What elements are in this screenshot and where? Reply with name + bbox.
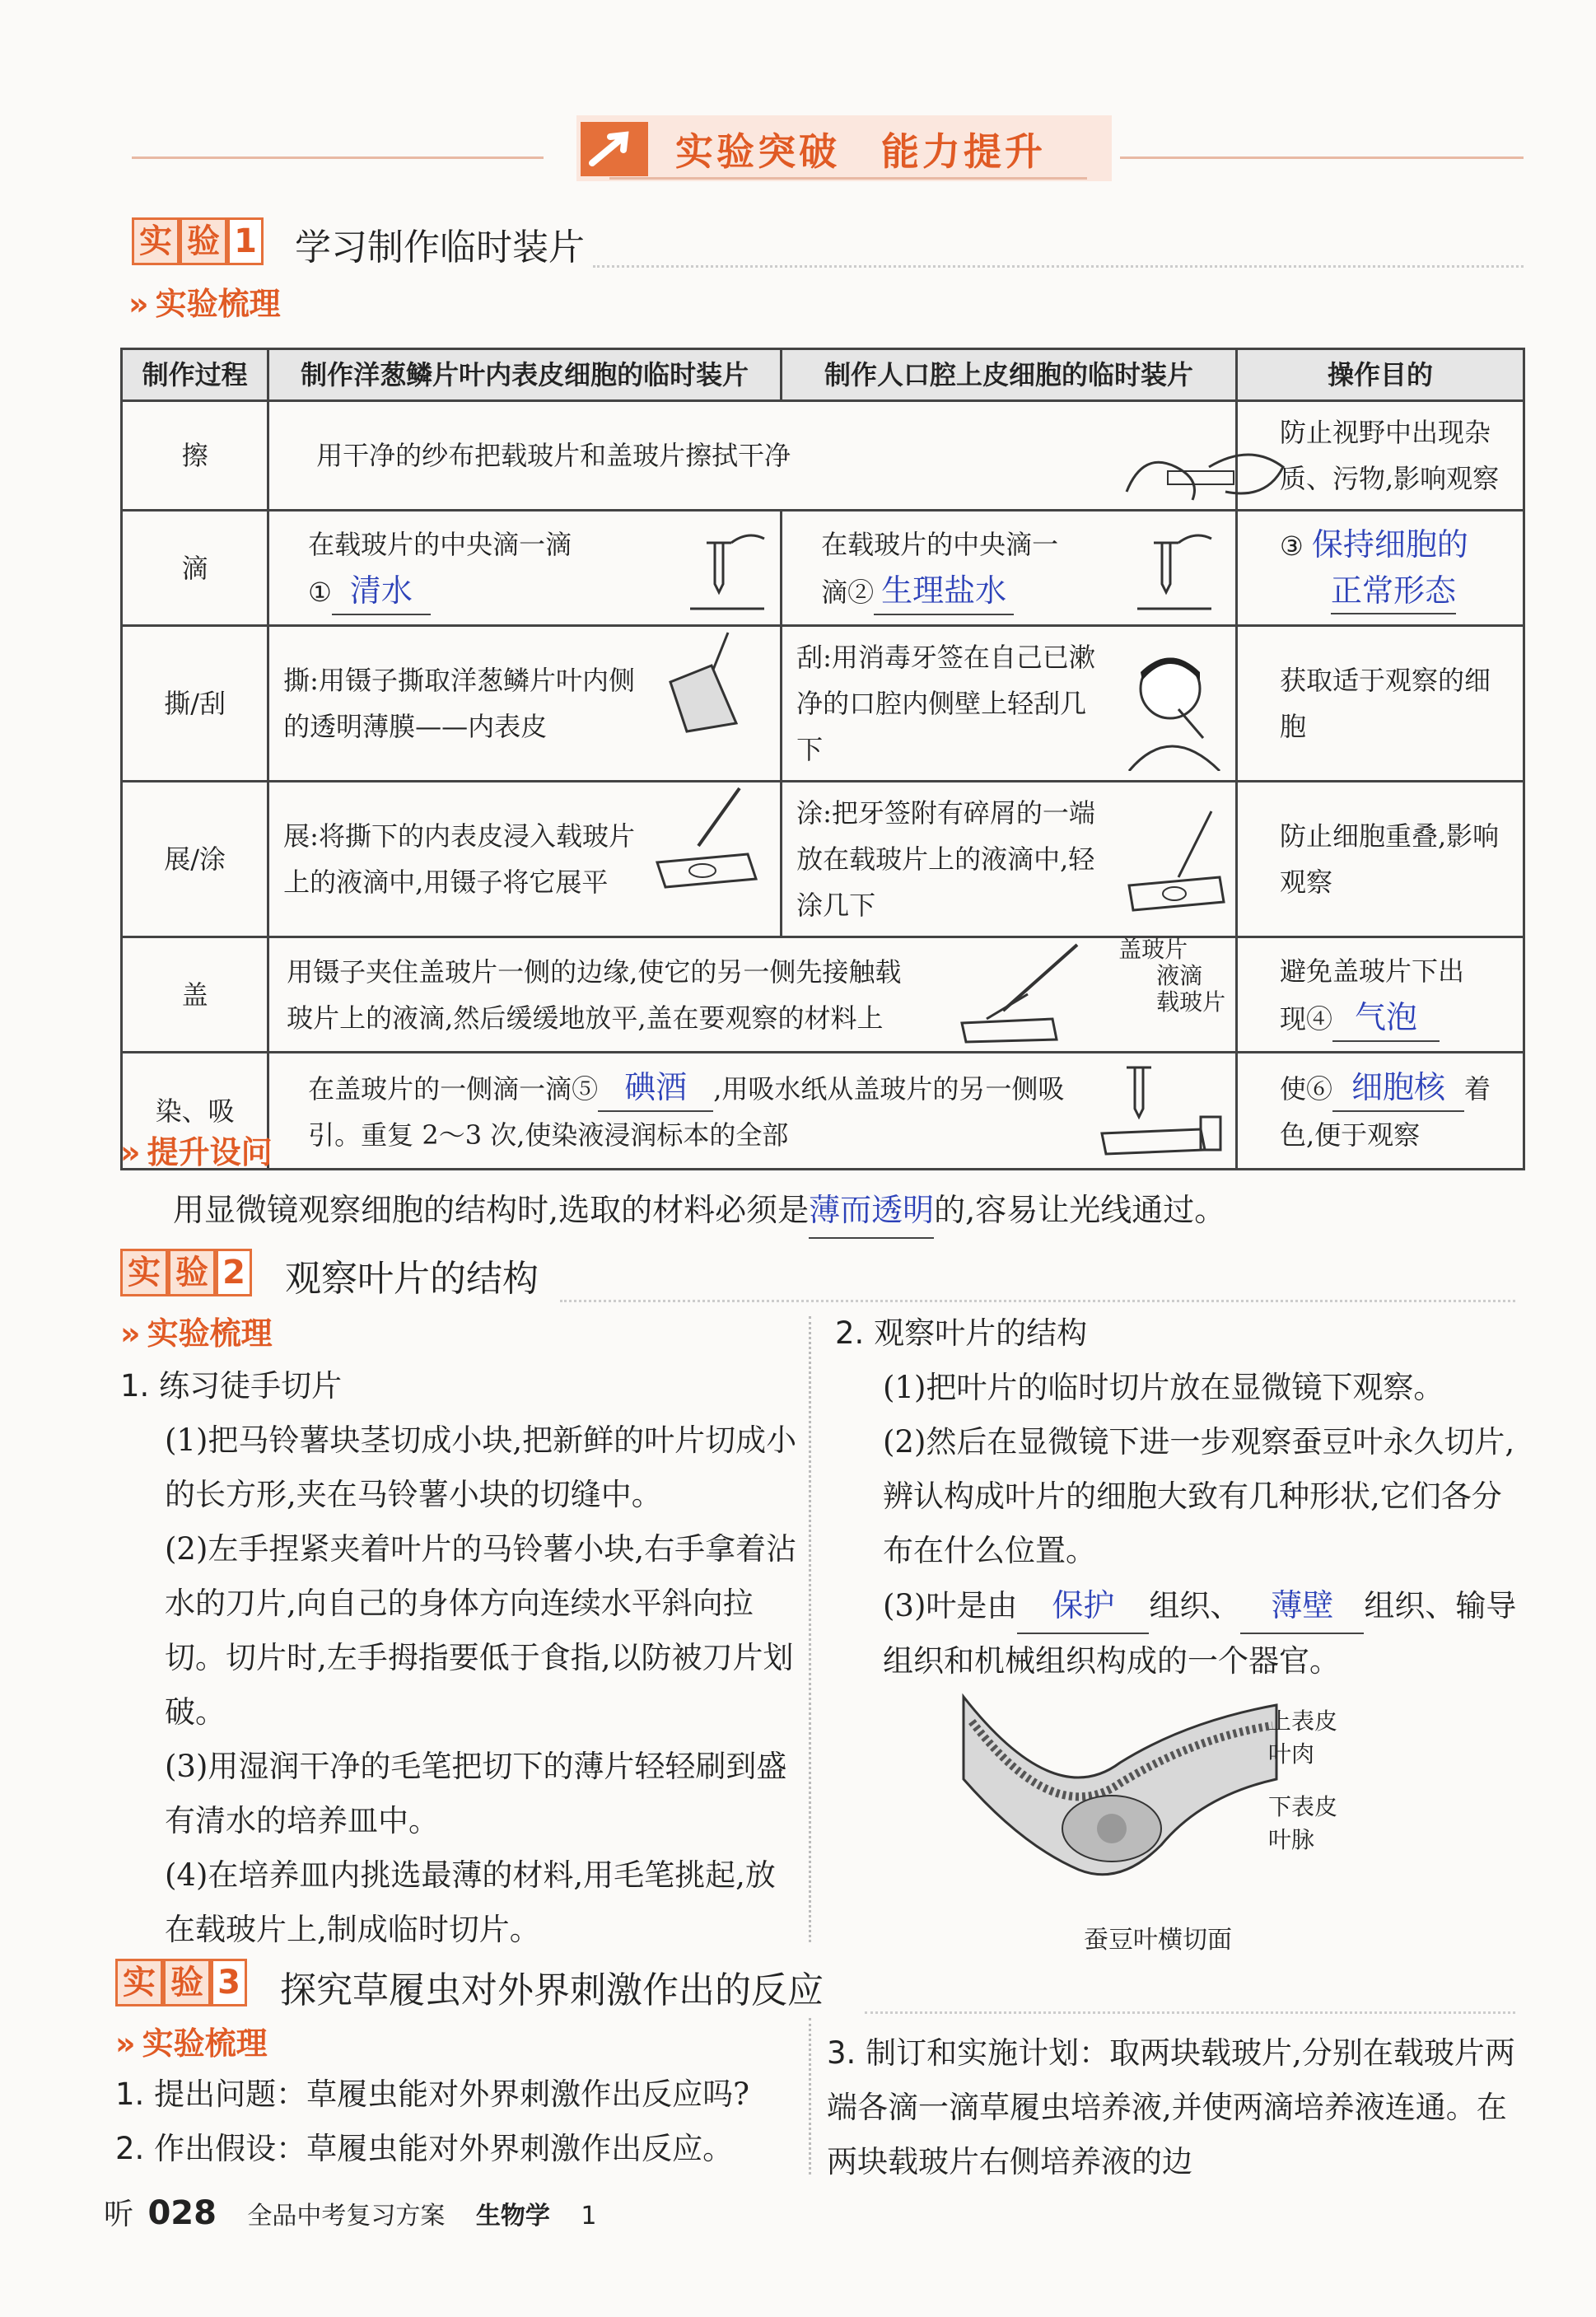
exp1-tag: 实 验 1 [132, 217, 264, 265]
header-rule-right [1120, 156, 1524, 159]
purpose-cell: 使⑥ 细胞核 着色,便于观察 [1236, 1053, 1524, 1170]
exp1-table [120, 348, 1525, 1170]
label-mesophyll: 叶肉 [1268, 1740, 1315, 1768]
exp1-subhead-2: » 提升设问 [120, 1134, 273, 1170]
exp2-subhead-1: » 实验梳理 [120, 1315, 273, 1352]
stain-absorb-illustration [1094, 1059, 1225, 1158]
col-header: 制作过程 [122, 349, 268, 401]
answer-6: 细胞核 [1332, 1064, 1464, 1112]
exp1-title: 学习制作临时装片 [295, 227, 585, 269]
label-lower-epidermis: 下表皮 [1268, 1793, 1338, 1820]
exp2-step2-p2: (2)然后在显微镜下进一步观察蚕豆叶永久切片,辨认构成叶片的细胞大致有几种形状,它们各分布在什么位置。 [883, 1424, 1515, 1568]
tweezer-peel-illustration [654, 624, 753, 740]
step-cell: 擦 [122, 401, 268, 511]
exp2-tag: 实 验 2 [120, 1249, 252, 1296]
person-scraping-illustration [1121, 647, 1228, 771]
purpose-cell: 获取适于观察的细胞 [1236, 626, 1524, 782]
step-cell: 盖 [122, 937, 268, 1053]
tweezer-spread-illustration [649, 780, 764, 895]
table-row [122, 1053, 1524, 1170]
label-vein: 叶脉 [1268, 1826, 1315, 1853]
answer-1: 清水 [332, 568, 431, 615]
leaf-cross-section-drawing [955, 1689, 1285, 1894]
exp2-right-column [835, 1306, 1519, 1689]
answer-8: 保护 [1017, 1578, 1149, 1634]
peel-onion-cell: 撕:用镊子撕取洋葱鳞片叶内侧的透明薄膜——内表皮 [268, 626, 782, 782]
drip-cheek-cell: 在载玻片的中央滴一 滴② 生理盐水 [782, 511, 1237, 626]
table-row [122, 511, 1524, 626]
table-row [122, 937, 1524, 1053]
toothpick-smear-illustration [1121, 803, 1228, 918]
header-rule-left [132, 156, 544, 159]
arrow-icon [581, 122, 648, 176]
exp2-step2-heading: 2. 观察叶片的结构 [835, 1315, 1088, 1351]
subject: 生物学 [475, 2202, 550, 2231]
step-cell: 滴 [122, 511, 268, 626]
leaf-cross-section-figure [955, 1689, 1384, 1894]
exp2-step2-p3: (3)叶是由 保护 组织、 薄壁 组织、输导组织和机械组织构成的一个器官。 [835, 1578, 1519, 1689]
column-divider [809, 2018, 811, 2175]
book-title: 全品中考复习方案 [247, 2202, 446, 2231]
page-footer [104, 2191, 596, 2233]
step-cell: 染、吸 [122, 1053, 268, 1170]
table-row [122, 401, 1524, 511]
leaf-labels [1268, 1705, 1337, 1857]
exp3-step1-heading: 1. 提出问题： [115, 2076, 307, 2112]
column-divider [809, 1316, 811, 1942]
exp3-step2-heading: 2. 作出假设： [115, 2131, 307, 2166]
footer-mark: 1 [581, 2202, 597, 2231]
table-header-row [122, 349, 1524, 401]
cover-cell: 用镊子夹住盖玻片一侧的边缘,使它的另一侧先接触载玻片上的液滴,然后缓缓地放平,盖在要观察的材料上 盖玻片 液滴 载玻片 [268, 937, 1237, 1053]
exp3-step3-text: 取两块载玻片,分别在载玻片两端各滴一滴草履虫培养液,并使两滴培养液连通。在两块载玻片右侧培养液的边 [827, 2035, 1515, 2179]
col-header: 制作人口腔上皮细胞的临时装片 [782, 349, 1237, 401]
exp1-subhead-1: » 实验梳理 [128, 286, 281, 322]
answer-5: 碘酒 [598, 1064, 713, 1112]
purpose-cell: ③ 保持细胞的 正常形态 [1236, 511, 1524, 626]
exp2-step1-p1: (1)把马铃薯块茎切成小块,把新鲜的叶片切成小的长方形,夹在马铃薯小块的切缝中。 [165, 1422, 797, 1512]
dropper-illustration [1129, 526, 1220, 617]
label-slide: 载玻片 [1156, 988, 1226, 1016]
exp3-right-column [827, 2026, 1515, 2189]
footer-prefix: 听 [104, 2198, 134, 2231]
table-row [122, 626, 1524, 782]
purpose-cell: 防止视野中出现杂质、污物,影响观察 [1236, 401, 1524, 511]
purpose-cell: 防止细胞重叠,影响观察 [1236, 782, 1524, 937]
exp2-step2-p1: (1)把叶片的临时切片放在显微镜下观察。 [883, 1370, 1444, 1405]
smear-cheek-cell: 涂:把牙签附有碎屑的一端放在载玻片上的液滴中,轻涂几下 [782, 782, 1237, 937]
exp3-step2-text: 草履虫能对外界刺激作出反应。 [306, 2131, 734, 2166]
exp3-title: 探究草履虫对外界刺激作出的反应 [280, 1969, 824, 2011]
coverslip-drawing [954, 937, 1118, 1044]
exp1-question: 用显微镜观察细胞的结构时,选取的材料必须是薄而透明的,容易让光线通过。 [173, 1183, 1225, 1239]
answer-3b: 正常形态 [1331, 568, 1456, 614]
page-title: 实验突破 能力提升 [675, 129, 1046, 174]
figure-caption: 蚕豆叶横切面 [1084, 1926, 1232, 1955]
exp3-step3-heading: 3. 制订和实施计划： [827, 2035, 1110, 2071]
exp3-left-column [115, 2067, 799, 2176]
exp2-step1-p3: (3)用湿润干净的毛笔把切下的薄片轻轻刷到盛有清水的培养皿中。 [165, 1749, 787, 1838]
exp2-step1-p2: (2)左手捏紧夹着叶片的马铃薯小块,右手拿着沾水的刀片,向自己的身体方向连续水平斜向拉切。切片时,左手拇指要低于食指,以防被刀片划破。 [165, 1531, 797, 1730]
exp1-rule [593, 265, 1524, 268]
exp3-tag: 实 验 3 [115, 1959, 247, 2006]
label-coverslip: 盖玻片 [1118, 935, 1188, 963]
answer-4: 气泡 [1332, 994, 1440, 1042]
answer-2: 生理盐水 [874, 568, 1014, 615]
page-number: 028 [147, 2194, 217, 2232]
spread-onion-cell: 展:将撕下的内表皮浸入载玻片上的液滴中,用镊子将它展平 [268, 782, 782, 937]
coverslip-illustration [954, 937, 1234, 1044]
exp2-rule [560, 1300, 1515, 1302]
answer-7: 薄而透明 [809, 1183, 934, 1239]
exp2-step1-heading: 1. 练习徒手切片 [120, 1368, 343, 1404]
answer-3a: 保持细胞的 [1311, 526, 1468, 563]
dropper-illustration [682, 526, 772, 617]
exp3-step1-text: 草履虫能对外界刺激作出反应吗? [306, 2076, 749, 2112]
label-upper-epidermis: 上表皮 [1268, 1707, 1338, 1735]
stain-cell: 在盖玻片的一侧滴一滴⑤ 碘酒 ,用吸水纸从盖玻片的另一侧吸引。重复 2～3 次,使染液浸润标本的全部 [268, 1053, 1237, 1170]
label-droplet: 液滴 [1156, 961, 1203, 989]
scrape-cheek-cell: 刮:用消毒牙签在自己已漱净的口腔内侧壁上轻刮几下 [782, 626, 1237, 782]
exp3-subhead-1: » 实验梳理 [115, 2025, 268, 2062]
step-cell: 撕/刮 [122, 626, 268, 782]
wipe-cell: 用干净的纱布把载玻片和盖玻片擦拭干净 [268, 401, 1237, 511]
exp2-step1-p4: (4)在培养皿内挑选最薄的材料,用毛笔挑起,放在载玻片上,制成临时切片。 [165, 1857, 776, 1947]
step-cell: 展/涂 [122, 782, 268, 937]
exp2-left-column [120, 1359, 804, 1957]
exp3-rule [865, 2011, 1515, 2014]
table-row [122, 782, 1524, 937]
exp2-title: 观察叶片的结构 [285, 1258, 539, 1300]
col-header: 操作目的 [1236, 349, 1524, 401]
col-header: 制作洋葱鳞片叶内表皮细胞的临时装片 [268, 349, 782, 401]
answer-9: 薄壁 [1240, 1578, 1364, 1634]
purpose-cell: 避免盖玻片下出 现④ 气泡 [1236, 937, 1524, 1053]
drip-onion-cell: 在载玻片的中央滴一滴 ① 清水 [268, 511, 782, 626]
